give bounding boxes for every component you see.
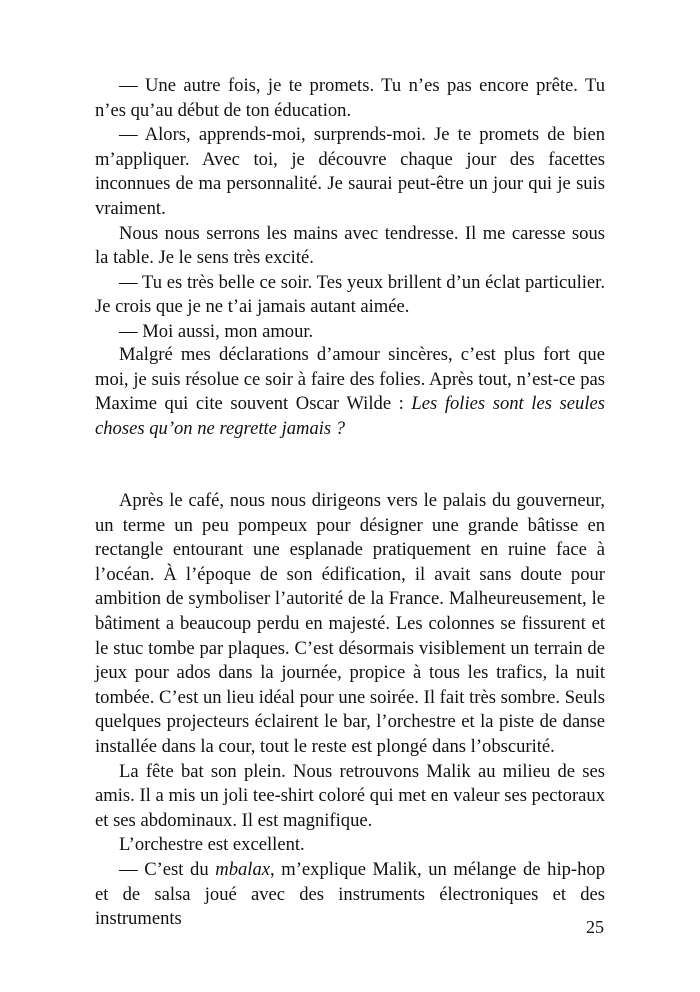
dialogue-section bbox=[95, 74, 605, 345]
page-number: 25 bbox=[586, 917, 604, 937]
paragraph: — Une autre fois, je te promets. Tu n’es pas encore prête. Tu n’es qu’au début de ton éducation. bbox=[95, 75, 605, 121]
mbalax-term: mbalax bbox=[215, 858, 271, 880]
paragraph bbox=[95, 343, 605, 441]
paragraph-text: , m’explique Malik, un mélange de hip-hop et de salsa joué avec des instruments électroniques et des instruments bbox=[95, 858, 606, 930]
wilde-quote: Les folies sont les seules choses qu’on ne regrette jamais ? bbox=[95, 393, 605, 439]
paragraph: — Alors, apprends-moi, surprends-moi. Je te promets de bien m’appliquer. Avec toi, je découvre chaque jour des facettes inconnues de ma personnalité. Je saurai peut-être un jour qui je suis vraiment. bbox=[95, 124, 605, 219]
paragraph: Après le café, nous nous dirigeons vers le palais du gouverneur, un terme un peu pompeux pour désigner une grande bâtisse en rectangle entourant une esplanade pratiquement en ruine face à l’océan. À l’époque de son édification, il avait sans doute pour ambition de symboliser l’autorité de la France. Malheureusement, le bâtiment a beaucoup perdu en majesté. Les colonnes se fissurent et le stuc tombe par plaques. C’est désormais visiblement un terrain de jeux pour ados dans la journée, propice à tous les trafics, la nuit tombée. C’est un lieu idéal pour une soirée. Il fait très sombre. Seuls quelques projecteurs éclairent le bar, l’orchestre et la piste de danse installée dans la cour, tout le reste est plongé dans l’obscurité. bbox=[95, 490, 605, 757]
paragraph: Nous nous serrons les mains avec tendresse. Il me caresse sous la table. Je le sens très excité. bbox=[95, 222, 605, 269]
paragraph: — Moi aussi, mon amour. bbox=[119, 320, 314, 342]
paragraph: L’orchestre est excellent. bbox=[119, 834, 305, 856]
paragraph bbox=[95, 858, 605, 932]
paragraph: La fête bat son plein. Nous retrouvons Malik au milieu de ses amis. Il a mis un joli tee-shirt coloré qui met en valeur ses pectoraux et ses abdominaux. Il est magnifique. bbox=[95, 760, 605, 831]
paragraph-text: — C’est du bbox=[119, 858, 216, 880]
reflection-section bbox=[95, 343, 605, 441]
narrative-section bbox=[95, 489, 605, 932]
paragraph-text: Malgré mes déclarations d’amour sincères, c’est plus fort que moi, je suis résolue ce soir à faire des folies. Après tout, n’est-ce pas Maxime qui cite souvent Oscar Wilde : bbox=[95, 344, 605, 415]
paragraph: — Tu es très belle ce soir. Tes yeux brillent d’un éclat particulier. Je crois que je ne t’ai jamais autant aimée. bbox=[95, 271, 605, 318]
